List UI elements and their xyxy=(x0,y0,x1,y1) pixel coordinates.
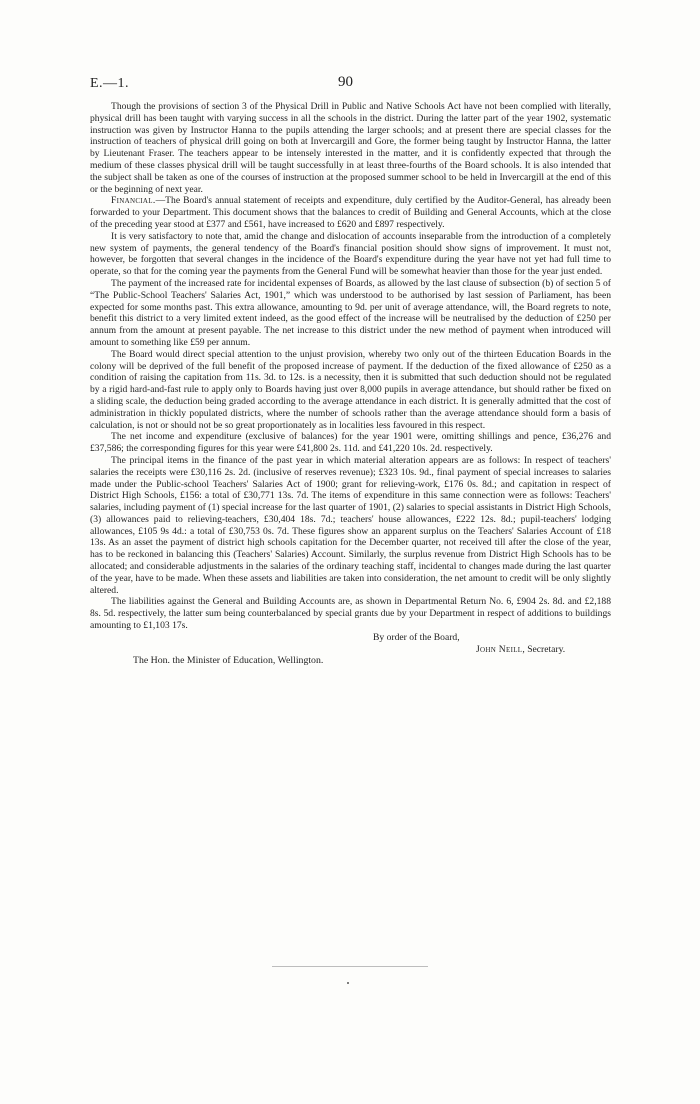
addressee-line: The Hon. the Minister of Education, Wellington. xyxy=(133,655,324,667)
paragraph-physical-drill: Though the provisions of section 3 of the Physical Drill in Public and Native Schools Act have not been complied with literally, physical drill has been taught with varying success in all the schools in the district. During the latter part of the year 1902, systematic instruction was given by Instructor Hanna to the pupils attending the larger schools; and at present there are special classes for the instruction of teachers of physical drill going on both at Invercargill and Gore, the former being taught by Instructor Hanna, the latter by Lieutenant Fraser. The teachers appear to be intensely interested in the matter, and it is confidently expected that through the medium of these classes physical drill will be taught successfully in at least three-fourths of the Board schools. It is also intended that the subject shall be taken as one of the courses of instruction at the proposed summer school to be held in Invercargill at the end of this or the beginning of next year. xyxy=(90,101,611,195)
signatory-name: John Neill xyxy=(476,643,523,655)
paragraph-financial-position: It is very satisfactory to note that, amid the change and dislocation of accounts inseparable from the introduction of a completely new system of payments, the general tendency of the Board's financial position should show signs of improvement. It must not, however, be forgotten that several changes in the incidence of the Board's expenditure during the year have not yet had full time to operate, so that for the coming year the payments from the General Fund will be somewhat heavier than those for the year just ended. xyxy=(90,230,611,278)
closing-rule xyxy=(272,966,428,967)
paragraph-liabilities: The liabilities against the General and Building Accounts are, as shown in Departmental Return No. 6, £904 2s. 8d. and £2,188 8s. 5d. respectively, the latter sum being counterbalanced by special grants due by your Department in respect of additions to buildings amounting to £1,103 17s. xyxy=(90,596,611,632)
printer-mark xyxy=(347,982,349,984)
page-header xyxy=(90,76,610,94)
report-body xyxy=(90,101,611,667)
order-line: By order of the Board, xyxy=(373,631,460,643)
financial-heading: Financial. xyxy=(111,195,156,207)
document-reference: E.—1. xyxy=(90,76,130,91)
page-number: 90 xyxy=(338,74,353,90)
financial-dash: — xyxy=(155,195,166,207)
signature-line xyxy=(90,644,611,656)
financial-text: The Board's annual statement of receipts and expenditure, duly certified by the Auditor-General, has already been forwarded to your Department. This document shows that the balances to credit of Building and General Accounts, which at the close of the preceding year stood at £377 and £561, have increased to £620 and £897 respectively. xyxy=(90,195,611,230)
paragraph-financial xyxy=(90,195,611,230)
paragraph-incidental-expenses: The payment of the increased rate for incidental expenses of Boards, as allowed by the last clause of subsection (b) of section 5 of “The Public-School Teachers' Salaries Act, 1901,” which was understood to be authorised by last session of Parliament, has been expected for some months past. This extra allowance, amounting to 9d. per unit of average attendance, will, the Board regrets to note, benefit this district to a very limited extent indeed, as the good effect of the increase will be neutralised by the deduction of £250 per annum from the amount at present payable. The net increase to this district under the new method of payment when introduced will amount to something like £59 per annum. xyxy=(90,277,611,348)
paragraph-unjust-provision: The Board would direct special attention to the unjust provision, whereby two only out of the thirteen Education Boards in the colony will be deprived of the full benefit of the proposed increase of payment. If the deduction of the fixed allowance of £250 as a condition of raising the capitation from 11s. 3d. to 12s. is a necessity, then it is submitted that such deduction should not be regulated by a rigid hard-and-fast rule to apply only to Boards having just over 8,000 pupils in average attendance, but should rather be fixed on a sliding scale, the deduction being graded according to the average attendance in each district. It is generally admitted that the cost of administration in thickly populated districts, where the number of schools rather than the average attendance should form a basis of calculation, is not or should not be so great proportionately as in localities less favoured in this respect. xyxy=(90,348,611,431)
paragraph-income-expenditure: The net income and expenditure (exclusive of balances) for the year 1901 were, omitting shillings and pence, £36,276 and £37,586; the corresponding figures for this year were £41,800 2s. 11d. and £41,220 10s. 2d. respectively. xyxy=(90,431,611,455)
paragraph-principal-items: The principal items in the finance of the past year in which material alteration appears are as follows: In respect of teachers' salaries the receipts were £30,116 2s. 2d. (inclusive of reserves revenue); £323 10s. 9d., final payment of special increases to salaries made under the Public-school Teachers' Salaries Act of 1900; grant for relieving-work, £176 0s. 8d.; and capitation in respect of District High Schools, £156: a total of £30,771 13s. 7d. The items of expenditure in this same connection were as follows: Teachers' salaries, including payment of (1) special increase for the last quarter of 1901, (2) salaries to special assistants in District High Schools, (3) allowances paid to relieving-teachers, £30,404 18s. 7d.; teachers' house allowances, £222 12s. 8d.; pupil-teachers' lodging allowances, £105 9s 4d.: a total of £30,753 0s. 7d. These figures show an apparent surplus on the Teachers' Salaries Account of £18 13s. As an asset the payment of district high schools capitation for the December quarter, not received till after the close of the year, has to be reckoned in balancing this (Teachers' Salaries) Account. Similarly, the surplus revenue from District High Schools has to be allocated; and considerable adjustments in the salaries of the ordinary teaching staff, incidental to changes made during the last quarter of the year, have to be made. When these assets and liabilities are taken into consideration, the net amount to credit will be only slightly altered. xyxy=(90,454,611,596)
signatory-title: , Secretary. xyxy=(522,643,566,655)
